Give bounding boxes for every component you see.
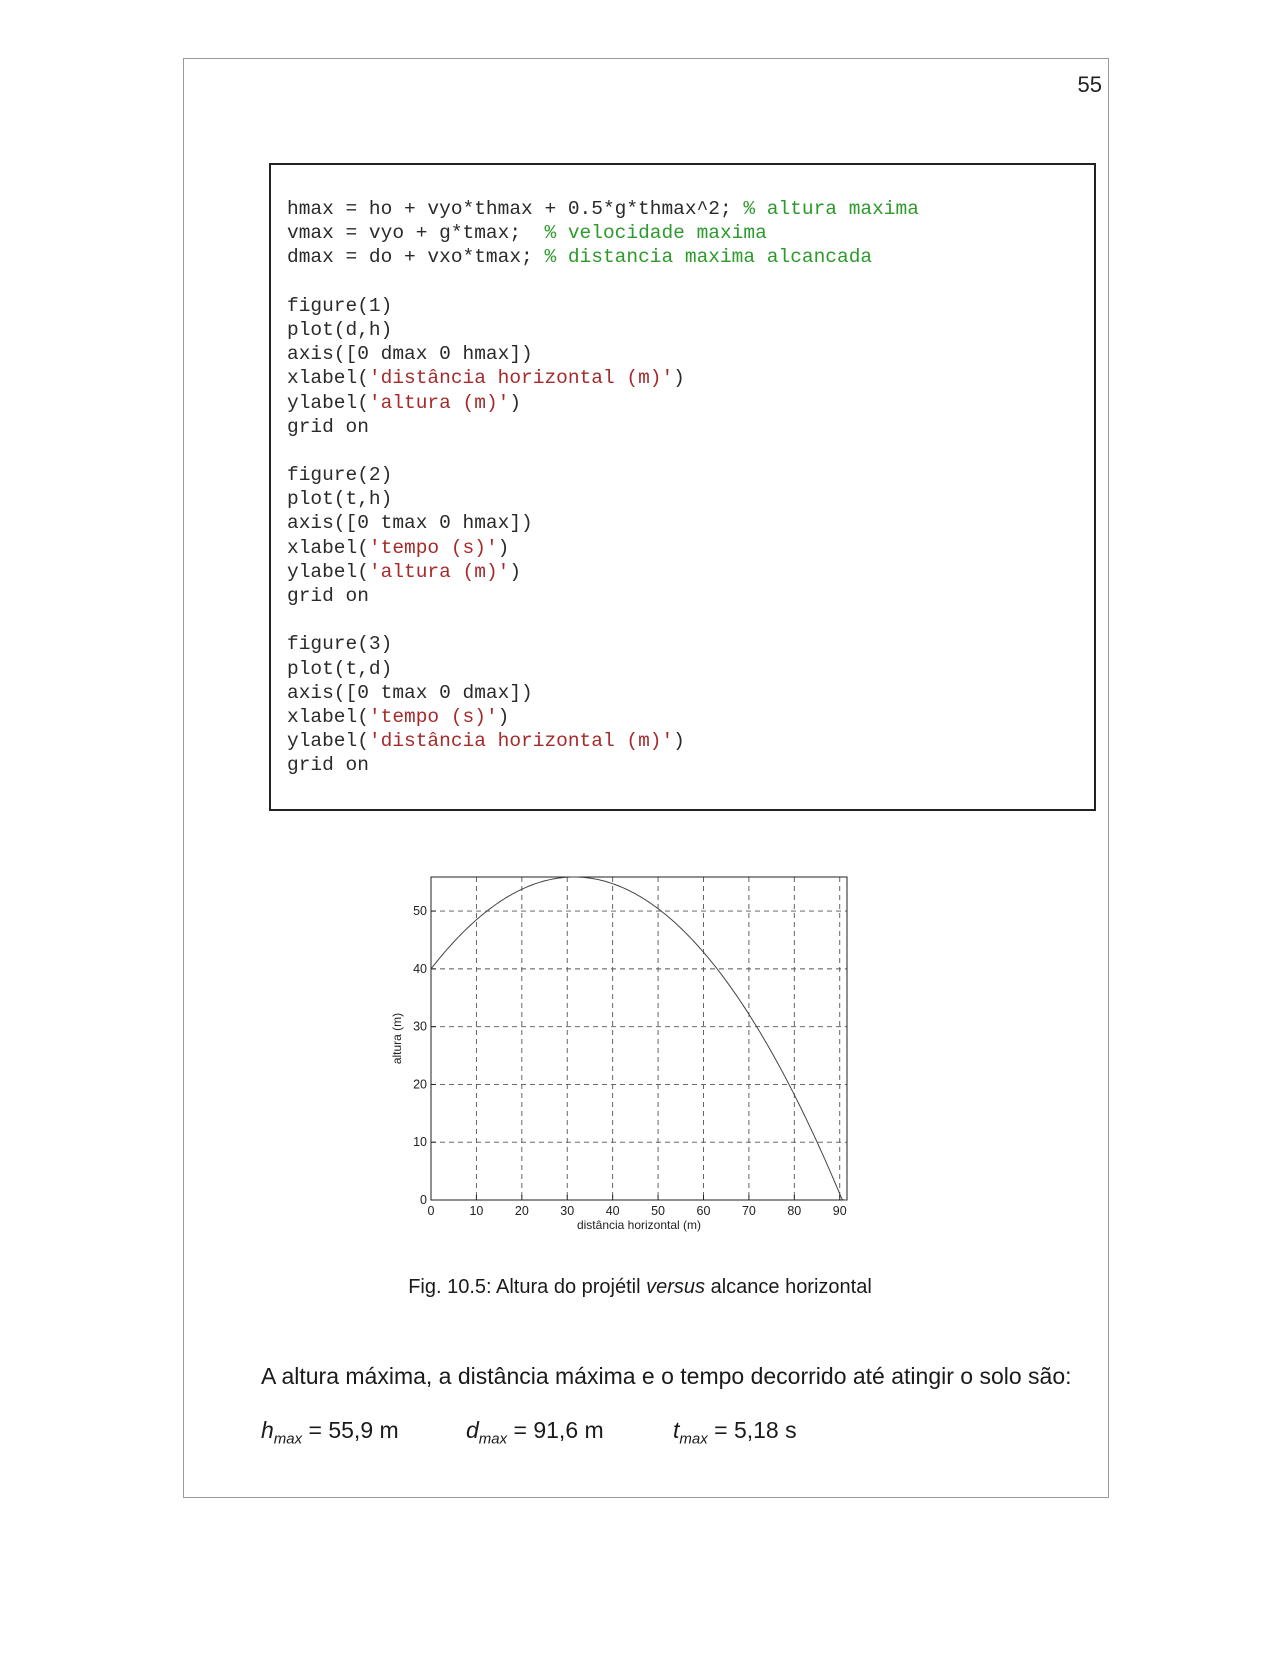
code-code-token: ylabel( — [287, 560, 369, 583]
x-tick-label: 90 — [832, 1204, 847, 1218]
code-string-token: 'distância horizontal (m)' — [368, 730, 674, 753]
y-tick-label: 30 — [413, 1019, 427, 1034]
code-line — [287, 415, 919, 439]
code-blank-line — [287, 608, 919, 632]
caption-prefix: Fig. 10.5: Altura do projétil — [408, 1276, 647, 1298]
code-code-token: axis([0 tmax 0 dmax]) — [287, 681, 533, 704]
x-tick-label: 20 — [514, 1204, 529, 1218]
trajectory-chart — [380, 860, 860, 1232]
x-tick-label: 60 — [696, 1204, 711, 1218]
code-comment-token: % velocidade maxima — [544, 222, 767, 245]
x-tick-label: 10 — [469, 1204, 484, 1218]
code-code-token: figure(2) — [287, 464, 393, 487]
page-number: 55 — [1077, 72, 1102, 97]
code-line — [287, 729, 919, 753]
y-axis-label: altura (m) — [390, 1012, 404, 1065]
code-line — [287, 536, 919, 560]
code-line — [287, 753, 919, 777]
caption-suffix: alcance horizontal — [705, 1276, 872, 1298]
result-hmax — [261, 1417, 399, 1448]
code-line — [287, 560, 919, 584]
code-code-token: plot(d,h) — [287, 318, 393, 341]
code-code-token: xlabel( — [287, 536, 369, 559]
summary-text: A altura máxima, a distância máxima e o tempo decorrido até atingir o solo são: — [261, 1363, 1072, 1389]
x-tick-label: 80 — [787, 1204, 802, 1218]
code-line — [287, 632, 919, 656]
figure-caption — [0, 1276, 1280, 1299]
x-tick-label: 0 — [427, 1204, 435, 1218]
code-line — [287, 705, 919, 729]
result-subscript: max — [478, 1430, 508, 1448]
code-line — [287, 294, 919, 318]
code-comment-token: % distancia maxima alcancada — [544, 246, 873, 269]
code-string-token: 'tempo (s)' — [368, 705, 498, 728]
result-symbol: t — [673, 1417, 680, 1443]
x-tick-label: 70 — [741, 1204, 756, 1218]
code-line — [287, 318, 919, 342]
code-string-token: 'distância horizontal (m)' — [368, 367, 674, 390]
code-line — [287, 391, 919, 415]
code-line — [287, 657, 919, 681]
code-code-token: ) — [497, 536, 510, 559]
code-code-token: xlabel( — [287, 705, 369, 728]
code-line — [287, 584, 919, 608]
code-code-token: grid on — [287, 585, 369, 607]
y-tick-label: 0 — [420, 1193, 427, 1207]
code-line — [287, 681, 919, 705]
y-tick-label: 10 — [413, 1135, 427, 1150]
code-code-token: vmax = vyo + g*tmax; — [287, 222, 545, 245]
result-value: = 91,6 m — [507, 1417, 604, 1443]
result-symbol: d — [466, 1417, 479, 1443]
chart-svg — [380, 860, 860, 1232]
code-line — [287, 511, 919, 535]
result-symbol: h — [261, 1417, 274, 1443]
x-tick-label: 50 — [651, 1204, 666, 1218]
code-line — [287, 221, 919, 245]
y-tick-label: 50 — [413, 904, 427, 919]
code-string-token: 'altura (m)' — [368, 560, 510, 583]
code-code-token: figure(3) — [287, 633, 393, 656]
x-tick-label: 30 — [560, 1204, 575, 1218]
code-code-token: xlabel( — [287, 367, 369, 390]
code-code-token: ylabel( — [287, 730, 369, 753]
result-subscript: max — [273, 1430, 303, 1448]
code-code-token: ) — [509, 560, 522, 583]
result-value: = 55,9 m — [302, 1417, 399, 1443]
code-line — [287, 197, 919, 221]
result-subscript: max — [679, 1430, 708, 1448]
code-code-token: hmax = ho + vyo*thmax + 0.5*g*thmax^2; — [287, 198, 744, 220]
code-code-token: ylabel( — [287, 391, 369, 414]
result-value: = 5,18 s — [707, 1417, 797, 1443]
code-code-token: dmax = do + vxo*tmax; — [287, 246, 545, 269]
plot-area — [431, 877, 847, 1200]
x-tick-label: 40 — [605, 1204, 620, 1218]
code-blank-line — [287, 439, 919, 463]
code-code-token: ) — [497, 705, 510, 728]
x-axis-label: distância horizontal (m) — [576, 1218, 702, 1232]
code-code-token: ) — [673, 730, 685, 753]
code-line — [287, 366, 919, 390]
code-comment-token: % altura maxima — [743, 198, 919, 220]
code-listing — [287, 197, 919, 778]
code-blank-line — [287, 270, 919, 294]
y-tick-label: 20 — [413, 1077, 427, 1092]
code-line — [287, 245, 919, 269]
code-code-token: grid on — [287, 415, 369, 438]
code-listing-box — [269, 163, 1096, 811]
code-code-token: grid on — [287, 754, 369, 777]
result-dmax — [466, 1417, 604, 1448]
caption-italic: versus — [646, 1276, 706, 1298]
code-string-token: 'altura (m)' — [368, 391, 510, 414]
code-code-token: plot(t,h) — [287, 488, 393, 511]
code-code-token: axis([0 dmax 0 hmax]) — [287, 343, 533, 366]
code-code-token: axis([0 tmax 0 hmax]) — [287, 512, 533, 535]
code-string-token: 'tempo (s)' — [368, 536, 498, 559]
code-code-token: ) — [673, 367, 685, 390]
result-tmax — [673, 1417, 797, 1448]
code-line — [287, 463, 919, 487]
code-line — [287, 342, 919, 366]
code-line — [287, 487, 919, 511]
y-tick-label: 40 — [413, 961, 427, 976]
code-code-token: plot(t,d) — [287, 657, 393, 680]
code-code-token: figure(1) — [287, 294, 393, 317]
code-code-token: ) — [509, 391, 522, 414]
